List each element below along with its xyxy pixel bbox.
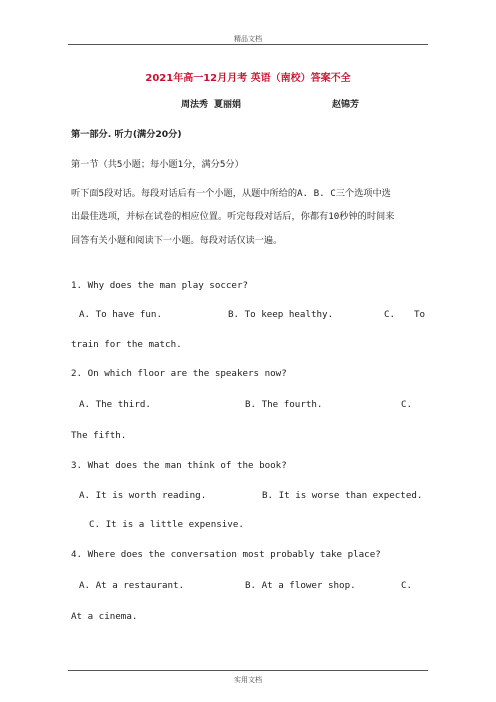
q4-option-a: A. At a restaurant.: [79, 580, 185, 591]
q4-option-c-rest: At a cinema.: [71, 611, 138, 622]
section-heading: 第一节（共5小题；每小题1分，满分5分）: [71, 159, 244, 170]
header-rule: [68, 44, 428, 45]
q2-option-a: A. The third.: [79, 399, 151, 410]
q3-option-b: B. It is worse than expected.: [262, 490, 423, 501]
instructions-line-1: 听下面5段对话。每段对话后有一个小题，从题中所给的A. B. C三个选项中选: [71, 188, 391, 199]
part-heading: 第一部分. 听力(满分20分): [71, 129, 182, 140]
question-1: 1. Why does the man play soccer?: [71, 280, 249, 291]
instructions-line-3: 回答有关小题和阅读下一小题。每段对话仅读一遍。: [71, 235, 283, 246]
author-2: 夏丽娟: [214, 100, 242, 110]
q2-option-b: B. The fourth.: [245, 399, 323, 410]
q4-option-c-label: C.: [401, 580, 413, 591]
q2-option-c-rest: The fifth.: [71, 430, 127, 441]
instructions-line-2: 出最佳选项，并标在试卷的相应位置。听完每段对话后，你都有10秒钟的时间来: [71, 211, 395, 222]
question-2: 2. On which floor are the speakers now?: [71, 368, 287, 379]
document-title: 2021年高一12月月考 英语（南校）答案不全: [145, 73, 351, 84]
q1-option-c-label: C.: [384, 309, 396, 320]
page-footer: 实用文档: [234, 676, 262, 684]
q4-option-b: B. At a flower shop.: [245, 580, 356, 591]
q1-option-a: A. To have fun.: [79, 309, 162, 320]
q3-option-a: A. It is worth reading.: [79, 490, 207, 501]
q1-option-c-start: To: [414, 309, 426, 320]
q1-option-b: B. To keep healthy.: [228, 309, 334, 320]
author-3: 赵锦芳: [332, 100, 360, 110]
page-header: 精品文档: [234, 35, 262, 43]
q1-option-c-rest: train for the match.: [71, 339, 182, 350]
authors-line: [181, 97, 247, 110]
q2-option-c-label: C.: [401, 399, 413, 410]
q3-option-c: C. It is a little expensive.: [89, 519, 244, 530]
author-1: 周法秀: [181, 100, 209, 110]
question-4: 4. Where does the conversation most probably take place?: [71, 549, 381, 560]
question-3: 3. What does the man think of the book?: [71, 460, 287, 471]
footer-rule: [68, 670, 428, 671]
